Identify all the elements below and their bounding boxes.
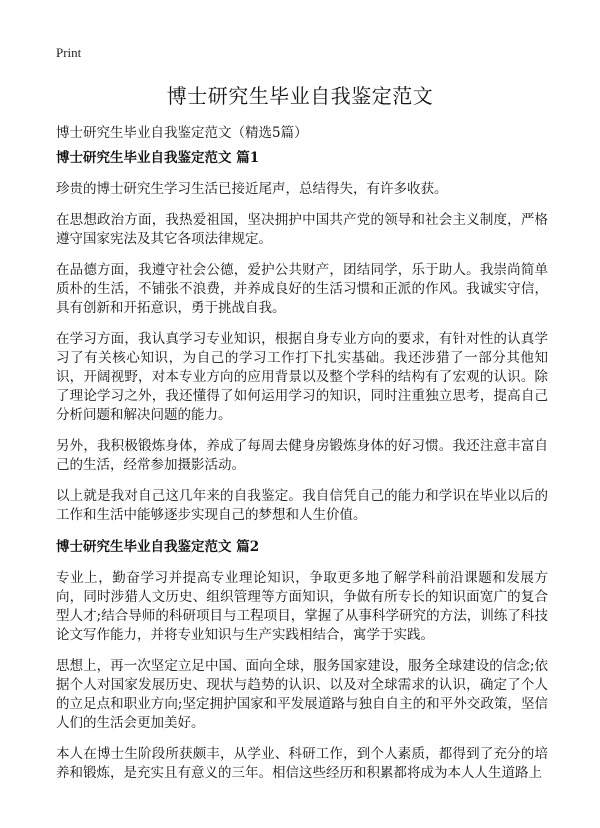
document-body (56, 148, 548, 795)
paragraph: 以上就是我对自己这几年来的自我鉴定。我自信凭自己的能力和学识在毕业以后的工作和生活中能够逐步实现自己的梦想和人生价值。 (56, 488, 548, 523)
section-heading: 博士研究生毕业自我鉴定范文 篇1 (56, 150, 260, 166)
document-title: 博士研究生毕业自我鉴定范文 (166, 84, 434, 108)
paragraph: 专业上，勤奋学习并提高专业理论知识，争取更多地了解学科前沿课题和发展方向，同时涉猎人文历史、组织管理等方面知识，争做有所专长的知识面宽广的复合型人才;结合导师的科研项目与工程项目，掌握了从事科学研究的方法，训练了科技论文写作能力，并将专业知识与生产实践相结合，寓学于实践。 (56, 570, 548, 643)
section-heading: 博士研究生毕业自我鉴定范文 篇2 (56, 539, 260, 555)
paragraph: 在思想政治方面，我热爱祖国，坚决拥护中国共产党的领导和社会主义制度，严格遵守国家宪法及其它各项法律规定。 (56, 212, 548, 247)
paragraph: 在品德方面，我遵守社会公德，爱护公共财产，团结同学，乐于助人。我崇尚简单质朴的生活，不铺张不浪费，并养成良好的生活习惯和正派的作风。我诚实守信，具有创新和开拓意识，勇于挑战自我。 (56, 262, 548, 316)
section-2 (56, 537, 548, 783)
paragraph: 另外，我积极锻炼身体，养成了每周去健身房锻炼身体的好习惯。我还注意丰富自己的生活，经常参加摄影活动。 (56, 438, 548, 473)
document-subtitle: 博士研究生毕业自我鉴定范文（精选5篇） (56, 125, 308, 141)
paragraph: 本人在博士生阶段所获颇丰，从学业、科研工作，到个人素质，都得到了充分的培养和锻炼，是充实且有意义的三年。相信这些经历和积累都将成为本人人生道路上 (56, 746, 548, 781)
section-1 (56, 148, 548, 525)
paragraph: 在学习方面，我认真学习专业知识，根据自身专业方向的要求，有针对性的认真学习了有关核心知识，为自己的学习工作打下扎实基础。我还涉猎了一部分其他知识，开阔视野，对本专业方向的应用背景以及整个学科的结构有了宏观的认识。除了理论学习之外，我还懂得了如何运用学习的知识，同时注重独立思考，提高自己分析问题和解决问题的能力。 (56, 331, 548, 423)
paragraph: 思想上，再一次坚定立足中国、面向全球，服务国家建设，服务全球建设的信念;依据个人对国家发展历史、现状与趋势的认识、以及对全球需求的认识，确定了个人的立足点和职业方向;坚定拥护国家和平发展道路与独自自主的和平外交政策，坚信人们的生活会更加美好。 (56, 658, 548, 731)
print-link[interactable]: Print (56, 45, 82, 60)
paragraph: 珍贵的博士研究生学习生活已接近尾声，总结得失，有许多收获。 (56, 181, 448, 197)
